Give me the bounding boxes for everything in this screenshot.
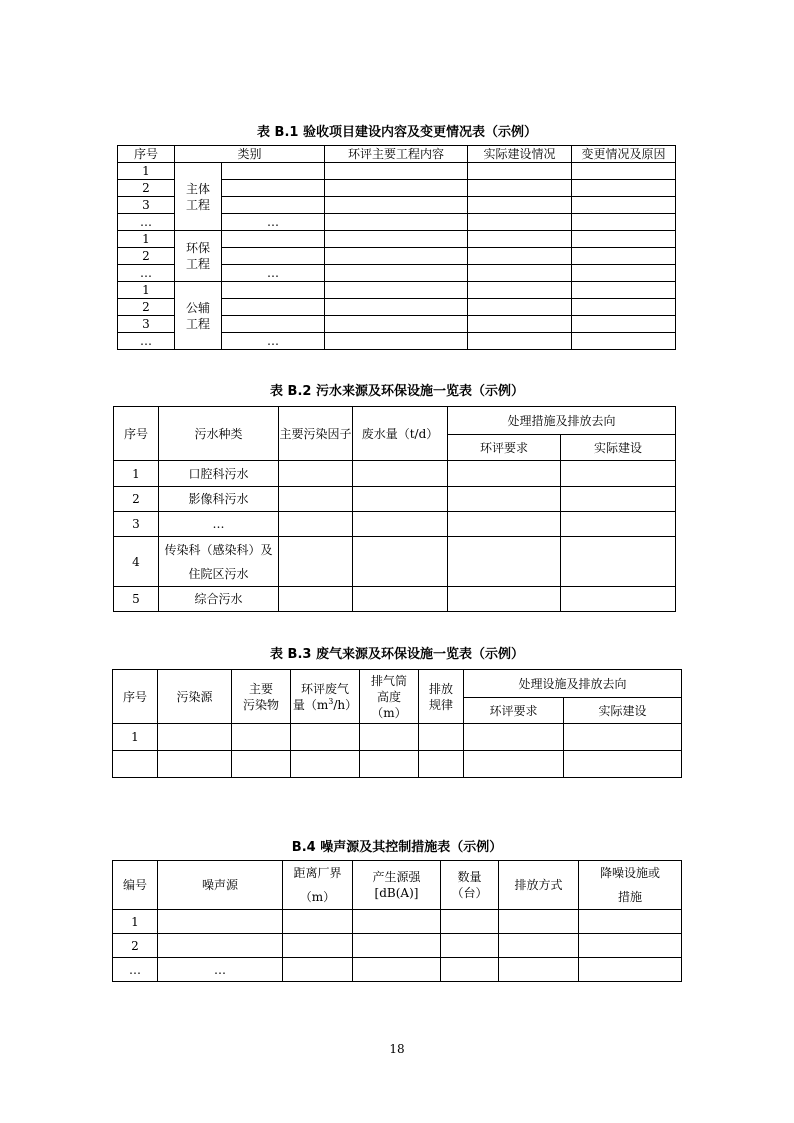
header-count-text: 数量 （台） xyxy=(451,870,488,900)
table-row xyxy=(113,958,682,982)
header-category: 类别 xyxy=(175,146,325,163)
row-seq: 1 xyxy=(114,461,159,487)
table-cell xyxy=(353,934,441,958)
table-cell xyxy=(564,724,682,751)
table-cell xyxy=(325,214,468,231)
header-main-pollutant-text: 主要 污染物 xyxy=(242,681,279,712)
wastewater-type-text: 传染科（感染科）及 住院区污水 xyxy=(164,542,273,581)
table-cell xyxy=(353,537,448,587)
table-cell xyxy=(419,724,464,751)
table-cell xyxy=(579,910,682,934)
table-cell xyxy=(441,910,499,934)
table-cell xyxy=(325,248,468,265)
table-cell xyxy=(325,282,468,299)
table-cell xyxy=(325,299,468,316)
page-number: 18 xyxy=(389,1042,405,1056)
row-seq: 1 xyxy=(118,231,175,248)
header-seq: 序号 xyxy=(113,670,158,724)
table-cell xyxy=(468,282,572,299)
header-actual-construction: 实际建设 xyxy=(564,698,682,724)
row-seq: 3 xyxy=(118,316,175,333)
row-seq xyxy=(113,751,158,778)
header-seq: 序号 xyxy=(118,146,175,163)
table-row xyxy=(114,587,676,612)
table-b2-caption: 表 B.2 污水来源及环保设施一览表（示例） xyxy=(270,384,524,399)
header-exhaust-volume xyxy=(291,670,360,724)
table-row xyxy=(114,461,676,487)
row-seq: 3 xyxy=(114,512,159,537)
header-main-pollutant: 主要污染因子 xyxy=(279,407,353,461)
table-cell xyxy=(468,197,572,214)
table-cell xyxy=(441,958,499,982)
table-cell xyxy=(353,958,441,982)
table-cell xyxy=(572,214,676,231)
header-change: 变更情况及原因 xyxy=(572,146,676,163)
table-row xyxy=(118,231,676,248)
table-cell xyxy=(283,934,353,958)
table-cell xyxy=(561,461,676,487)
table-cell xyxy=(468,163,572,180)
header-actual-construction: 实际建设 xyxy=(561,435,676,461)
row-seq: 2 xyxy=(114,487,159,512)
table-cell xyxy=(279,587,353,612)
table-cell xyxy=(572,333,676,350)
table-cell xyxy=(325,316,468,333)
table-cell xyxy=(499,934,579,958)
table-cell xyxy=(448,587,561,612)
row-seq: … xyxy=(118,214,175,231)
table-cell xyxy=(158,751,232,778)
table-cell xyxy=(572,248,676,265)
row-seq: … xyxy=(118,265,175,282)
header-emission-pattern-text: 排放 规律 xyxy=(428,681,453,712)
table-cell xyxy=(572,163,676,180)
table-cell xyxy=(561,512,676,537)
subcategory-cell: … xyxy=(222,265,325,282)
subcategory-cell: … xyxy=(222,214,325,231)
table-row xyxy=(113,910,682,934)
header-actual: 实际建设情况 xyxy=(468,146,572,163)
header-eia-requirement: 环评要求 xyxy=(464,698,564,724)
table-cell xyxy=(325,231,468,248)
header-emission-pattern xyxy=(419,670,464,724)
table-row xyxy=(113,724,682,751)
wastewater-type-cell xyxy=(159,587,279,612)
table-cell xyxy=(158,724,232,751)
subcategory-cell xyxy=(222,282,325,299)
subcategory-cell xyxy=(222,248,325,265)
table-cell xyxy=(325,333,468,350)
superscript-3: 3 xyxy=(328,696,334,706)
table-cell xyxy=(468,231,572,248)
row-seq: 3 xyxy=(118,197,175,214)
subcategory-cell xyxy=(222,316,325,333)
row-seq: 4 xyxy=(114,537,159,587)
header-noise-control xyxy=(579,861,682,910)
table-cell xyxy=(353,487,448,512)
table-cell xyxy=(572,316,676,333)
table-row xyxy=(118,163,676,180)
table-cell xyxy=(468,333,572,350)
wastewater-type-text: 综合污水 xyxy=(194,592,243,606)
header-treatment: 处理措施及排放去向 xyxy=(448,407,676,435)
noise-source-cell xyxy=(158,934,283,958)
noise-source-cell: … xyxy=(158,958,283,982)
wastewater-type-text: 口腔科污水 xyxy=(188,466,249,481)
table-cell xyxy=(499,910,579,934)
table-cell xyxy=(468,180,572,197)
table-cell xyxy=(572,299,676,316)
header-distance xyxy=(283,861,353,910)
table-cell xyxy=(464,724,564,751)
wastewater-type-cell xyxy=(159,512,279,537)
wastewater-type-text: … xyxy=(212,517,225,531)
row-seq: 1 xyxy=(118,282,175,299)
table-cell xyxy=(291,724,360,751)
table-cell xyxy=(561,587,676,612)
table-b3-caption: 表 B.3 废气来源及环保设施一览表（示例） xyxy=(270,647,524,662)
wastewater-type-cell xyxy=(159,487,279,512)
row-seq: … xyxy=(113,958,158,982)
table-cell xyxy=(448,461,561,487)
subcategory-cell xyxy=(222,180,325,197)
subcategory-cell xyxy=(222,299,325,316)
table-cell xyxy=(468,248,572,265)
table-cell xyxy=(448,487,561,512)
table-row xyxy=(118,282,676,299)
table-cell xyxy=(561,487,676,512)
table-cell xyxy=(579,934,682,958)
row-seq: 2 xyxy=(118,299,175,316)
table-cell xyxy=(499,958,579,982)
table-b1-header-row xyxy=(118,146,676,163)
table-cell xyxy=(283,958,353,982)
table-b3-header-row xyxy=(113,670,682,698)
header-exhaust-volume-text: 环评废气 量（m xyxy=(292,681,349,712)
table-cell xyxy=(360,751,419,778)
row-seq: 1 xyxy=(118,163,175,180)
table-cell xyxy=(360,724,419,751)
table-cell xyxy=(353,461,448,487)
subcategory-cell: … xyxy=(222,333,325,350)
wastewater-type-text: 影像科污水 xyxy=(188,492,249,506)
row-seq: 5 xyxy=(114,587,159,612)
header-noise-control-text: 降噪设施或 措施 xyxy=(599,866,660,904)
header-main-pollutant xyxy=(232,670,291,724)
table-cell xyxy=(353,587,448,612)
table-cell xyxy=(279,537,353,587)
table-cell xyxy=(572,265,676,282)
wastewater-type-cell xyxy=(159,537,279,587)
table-cell xyxy=(291,751,360,778)
table-cell xyxy=(232,751,291,778)
header-source-intensity-text: 产生源强 [dB(A)] xyxy=(372,870,421,900)
subcategory-cell xyxy=(222,197,325,214)
header-stack-height-text: 排气筒 高度 （m） xyxy=(370,673,407,720)
header-stack-height xyxy=(360,670,419,724)
table-cell xyxy=(325,163,468,180)
table-b1-caption: 表 B.1 验收项目建设内容及变更情况表（示例） xyxy=(257,125,537,140)
category-label-text: 主体 工程 xyxy=(185,181,210,212)
header-seq: 编号 xyxy=(113,861,158,910)
table-cell xyxy=(468,214,572,231)
table-cell xyxy=(572,197,676,214)
table-cell xyxy=(448,512,561,537)
wastewater-type-cell xyxy=(159,461,279,487)
header-discharge-method: 排放方式 xyxy=(499,861,579,910)
table-cell xyxy=(561,537,676,587)
row-seq: 1 xyxy=(113,910,158,934)
table-row xyxy=(113,934,682,958)
table-cell xyxy=(572,282,676,299)
table-cell xyxy=(468,299,572,316)
table-row xyxy=(114,537,676,587)
header-exhaust-volume-unit: /h） xyxy=(333,697,358,712)
header-treatment: 处理设施及排放去向 xyxy=(464,670,682,698)
table-b4-caption: B.4 噪声源及其控制措施表（示例） xyxy=(291,840,503,855)
category-label xyxy=(175,231,222,282)
category-label-text: 环保 工程 xyxy=(185,241,210,271)
table-b2-header-row xyxy=(114,407,676,435)
table-cell xyxy=(279,461,353,487)
table-cell xyxy=(353,512,448,537)
table-row xyxy=(114,512,676,537)
table-row xyxy=(114,487,676,512)
table-cell xyxy=(419,751,464,778)
category-label xyxy=(175,163,222,231)
subcategory-cell xyxy=(222,231,325,248)
row-seq: … xyxy=(118,333,175,350)
header-eia-content: 环评主要工程内容 xyxy=(325,146,468,163)
row-seq: 2 xyxy=(118,248,175,265)
table-b4 xyxy=(112,860,682,982)
table-cell xyxy=(468,316,572,333)
header-source-intensity xyxy=(353,861,441,910)
header-distance-text: 距离厂界 （m） xyxy=(293,866,342,904)
table-cell xyxy=(579,958,682,982)
table-b4-header-row xyxy=(113,861,682,910)
category-label xyxy=(175,282,222,350)
row-seq: 2 xyxy=(113,934,158,958)
row-seq: 2 xyxy=(118,180,175,197)
header-wastewater-volume: 废水量（t/d） xyxy=(353,407,448,461)
header-eia-requirement: 环评要求 xyxy=(448,435,561,461)
table-cell xyxy=(353,910,441,934)
category-label-text: 公辅 工程 xyxy=(185,300,210,331)
table-b1 xyxy=(117,145,676,350)
header-count xyxy=(441,861,499,910)
table-cell xyxy=(283,910,353,934)
table-cell xyxy=(279,487,353,512)
header-wastewater-type: 污水种类 xyxy=(159,407,279,461)
table-cell xyxy=(441,934,499,958)
table-cell xyxy=(325,197,468,214)
table-cell xyxy=(564,751,682,778)
noise-source-cell xyxy=(158,910,283,934)
table-cell xyxy=(325,265,468,282)
header-pollution-source: 污染源 xyxy=(158,670,232,724)
table-cell xyxy=(468,265,572,282)
table-cell xyxy=(232,724,291,751)
table-b2 xyxy=(113,406,676,612)
table-cell xyxy=(464,751,564,778)
header-noise-source: 噪声源 xyxy=(158,861,283,910)
header-seq: 序号 xyxy=(114,407,159,461)
table-cell xyxy=(572,231,676,248)
table-cell xyxy=(325,180,468,197)
row-seq: 1 xyxy=(113,724,158,751)
table-row xyxy=(113,751,682,778)
table-b3 xyxy=(112,669,682,778)
table-cell xyxy=(448,537,561,587)
subcategory-cell xyxy=(222,163,325,180)
table-cell xyxy=(279,512,353,537)
table-cell xyxy=(572,180,676,197)
